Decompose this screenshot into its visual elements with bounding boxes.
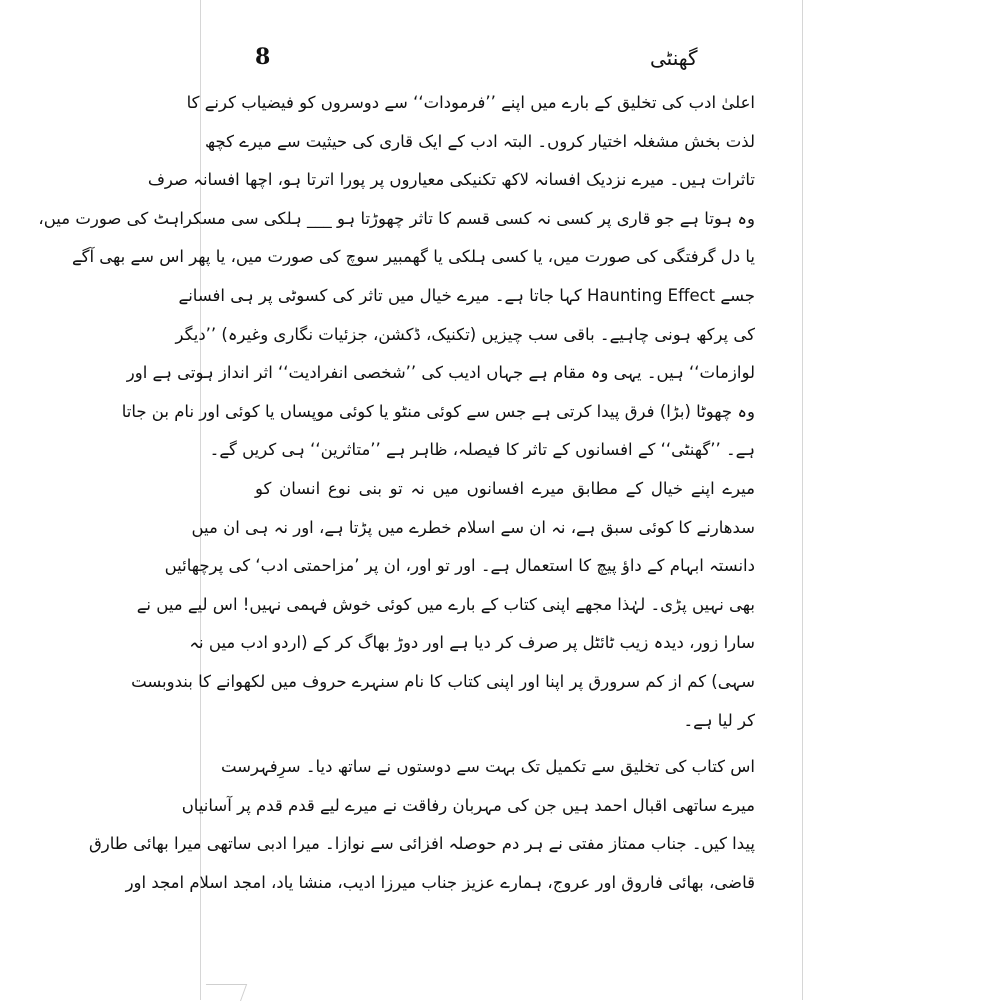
text-line: وہ ہوتا ہے جو قاری پر کسی نہ کسی قسم کا تاثر چھوڑتا ہو ___ ہلکی سی مسکراہٹ کی صورت میں، — [38, 208, 755, 228]
text-line: کر لیا ہے۔ — [683, 710, 755, 730]
text-line: سدھارنے کا کوئی سبق ہے، نہ ان سے اسلام خطرے میں پڑتا ہے، اور نہ ہی ان میں — [191, 517, 755, 537]
text-line: ہے۔ ’’گھنٹی‘‘ کے افسانوں کے تاثر کا فیصلہ، ظاہر ہے ’’متاثرین‘‘ ہی کریں گے۔ — [209, 440, 755, 460]
page-curl-edge — [200, 984, 247, 1001]
text-line: اس کتاب کی تخلیق سے تکمیل تک بہت سے دوستوں نے ساتھ دیا۔ سرِفہرست — [220, 757, 755, 777]
text-line: میرے ساتھی اقبال احمد ہیں جن کی مہربان رفاقت نے میرے لیے قدم قدم پر آسانیاں — [181, 795, 755, 815]
text-line: وہ چھوٹا (بڑا) فرق پیدا کرتی ہے جس سے کوئی منٹو یا کوئی موپساں یا کوئی اور نام بن جاتا — [121, 401, 755, 421]
running-header-title: گھنٹی — [650, 46, 698, 70]
text-line: دانستہ ابہام کے داؤ پیچ کا استعمال ہے۔ اور تو اور، ان پر ’مزاحمتی ادب‘ کی پرچھائیں — [164, 556, 755, 576]
text-line: کی پرکھ ہونی چاہیے۔ باقی سب چیزیں (تکنیک، ڈکشن، جزئیات نگاری وغیرہ) ’’دیگر — [175, 324, 755, 344]
text-line: اعلیٰ ادب کی تخلیق کے بارے میں اپنے ’’فرمودات‘‘ سے دوسروں کو فیضیاب کرنے کا — [186, 93, 755, 112]
text-line: لوازمات‘‘ ہیں۔ یہی وہ مقام ہے جہاں ادیب کی ’’شخصی انفرادیت‘‘ اثر انداز ہوتی ہے اور — [126, 363, 755, 383]
paragraph — [88, 748, 755, 902]
text-line: میرے اپنے خیال کے مطابق میرے افسانوں میں نہ تو بنی نوع انسان کو — [255, 478, 755, 498]
text-line: پیدا کیں۔ جناب ممتاز مفتی نے ہر دم حوصلہ افزائی سے نوازا۔ میرا ادبی ساتھی میرا بھائی طارق — [88, 834, 755, 854]
body-text — [38, 84, 755, 902]
paragraph — [38, 84, 755, 470]
page-number: 8 — [255, 44, 271, 70]
paragraph — [131, 470, 755, 740]
text-line: یا دل گرفتگی کی صورت میں، یا کسی ہلکی یا گھمبیر سوچ کی صورت میں، یا پھر اس سے بھی آگے — [71, 247, 755, 267]
text-line: بھی نہیں پڑی۔ لہٰذا مجھے اپنی کتاب کے بارے میں کوئی خوش فہمی نہیں! اس لیے میں نے — [136, 594, 755, 614]
text-line: سارا زور، دیدہ زیب ٹائٹل پر صرف کر دیا ہے اور دوڑ بھاگ کر کے (اردو ادب میں نہ — [189, 633, 755, 653]
text-line: سہی) کم از کم سرورق پر اپنا اور اپنی کتاب کا نام سنہرے حروف میں لکھوانے کا بندوبست — [131, 671, 755, 691]
text-line: تاثرات ہیں۔ میرے نزدیک افسانہ لاکھ تکنیکی معیاروں پر پورا اترتا ہو، اچھا افسانہ صرف — [147, 170, 755, 190]
text-line: لذت بخش مشغلہ اختیار کروں۔ البتہ ادب کے ایک قاری کی حیثیت سے میرے کچھ — [205, 131, 755, 151]
text-line: قاضی، بھائی فاروق اور عروج، ہمارے عزیز جناب میرزا ادیب، منشا یاد، امجد اسلام امجد اور — [125, 872, 755, 892]
text-line: جسے Haunting Effect کہا جاتا ہے۔ میرے خیال میں تاثر کی کسوٹی پر ہی افسانے — [178, 285, 755, 305]
